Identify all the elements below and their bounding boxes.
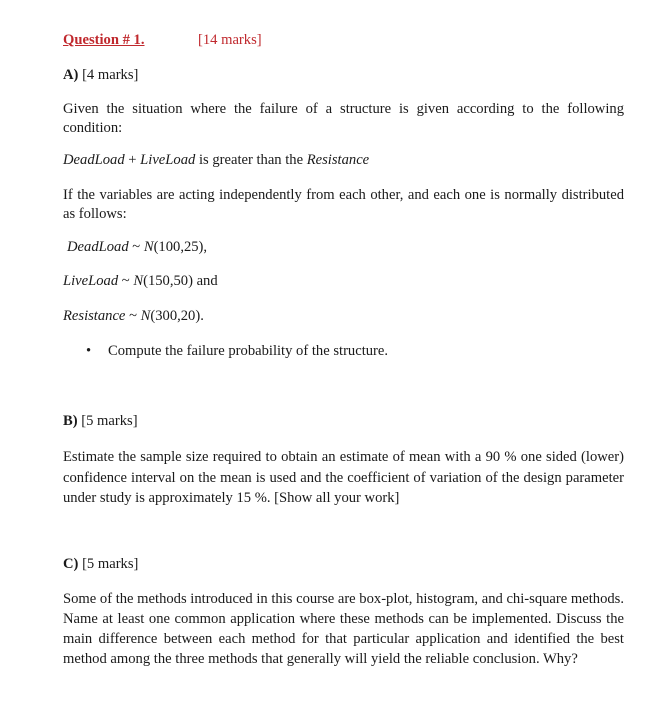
part-c-text: Some of the methods introduced in this course are box-plot, histogram, and chi-square methods. Name at least one common application where these methods can be implemented. Discuss the main difference between each method for that particular application and identified the best method among the three methods that generally will yield the reliable conclusion. Why?: [63, 591, 624, 667]
dist2-params: (150,50) and: [143, 273, 218, 289]
distribution-liveload: [63, 272, 624, 291]
part-b-marks: [5 marks]: [81, 413, 138, 429]
dist2-sep: ~: [118, 273, 134, 289]
part-a-marks: [4 marks]: [82, 67, 139, 83]
part-a-label: A): [63, 67, 79, 83]
part-a-intro: Given the situation where the failure of a structure is given according to the following condition:: [63, 101, 624, 136]
part-b-text: Estimate the sample size required to obtain an estimate of mean with a 90 % one sided (lower) confidence interval on the mean is used and the coefficient of variation of the design parameter under study is approximately 15 %. [Show all your work]: [63, 449, 624, 506]
task-text: Compute the failure probability of the structure.: [108, 343, 389, 359]
dist1-var: DeadLoad: [67, 239, 129, 255]
dist2-n: N: [133, 273, 144, 289]
failure-condition: [63, 151, 624, 170]
dist1-sep: ~: [128, 239, 144, 255]
question-header: [63, 31, 624, 50]
part-a-heading: [63, 66, 624, 85]
part-b-heading: [63, 412, 624, 431]
dist1-n: N: [143, 239, 154, 255]
dist1-params: (100,25),: [153, 239, 208, 255]
part-a-assumption: If the variables are acting independently from each other, and each one is normally distributed as follows:: [63, 187, 624, 222]
distribution-resistance: [63, 307, 624, 326]
part-c-heading: [63, 555, 624, 574]
question-title: Question # 1.: [63, 32, 145, 48]
question-marks: [14 marks]: [198, 32, 262, 48]
condition-term-liveload: LiveLoad: [140, 152, 196, 168]
condition-middle: is greater than the: [195, 152, 307, 168]
dist3-params: (300,20).: [150, 308, 204, 324]
part-b-label: B): [63, 413, 78, 429]
bullet-icon: •: [86, 343, 92, 359]
dist2-var: LiveLoad: [63, 273, 119, 289]
condition-plus: +: [124, 152, 141, 168]
condition-term-deadload: DeadLoad: [63, 152, 125, 168]
condition-term-resistance: Resistance: [306, 152, 370, 168]
part-c-label: C): [63, 556, 79, 572]
dist3-var: Resistance: [63, 308, 126, 324]
dist3-sep: ~: [125, 308, 141, 324]
distribution-deadload: [67, 238, 628, 257]
dist3-n: N: [140, 308, 151, 324]
part-c-marks: [5 marks]: [82, 556, 139, 572]
